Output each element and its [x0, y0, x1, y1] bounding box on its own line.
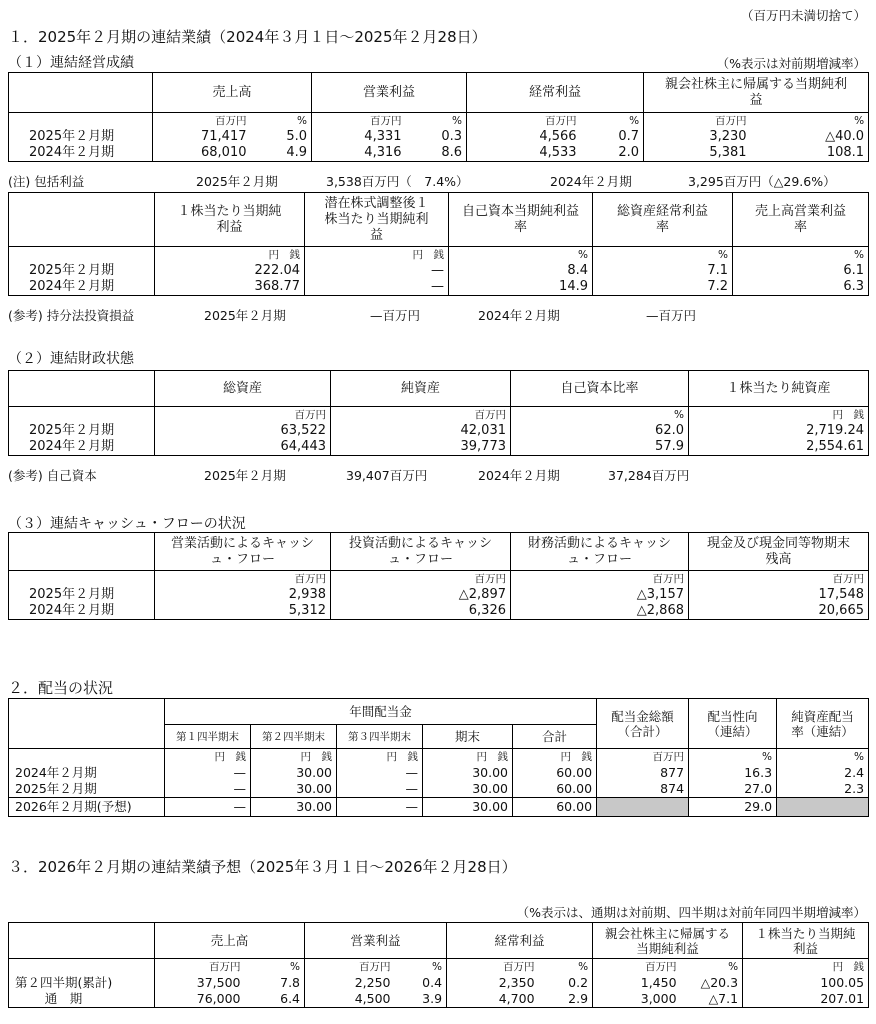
cell: 2.9 — [539, 991, 593, 1008]
header-annual-dividend: 年間配当金 — [165, 699, 597, 725]
cell: 6,326 — [331, 603, 511, 620]
header-payout-ratio: 配当性向（連結） — [689, 699, 777, 749]
cell: 60.00 — [513, 781, 597, 798]
cell: — — [337, 765, 423, 781]
cell: 60.00 — [513, 765, 597, 781]
cell: 64,443 — [155, 439, 331, 456]
table-row-forecast — [9, 798, 869, 817]
cell: 2.0 — [581, 145, 644, 162]
equity-method-period2: 2024年２月期 — [478, 308, 560, 323]
table-row — [9, 781, 869, 798]
section1-title: １．2025年２月期の連結業績（2024年３月１日～2025年２月28日） — [8, 28, 487, 46]
cell: 37,500 — [155, 975, 245, 991]
cell: 4,566 — [467, 129, 581, 145]
equity-ref-label: (参考) 自己資本 — [8, 468, 97, 483]
pct-note: （%表示は対前期増減率） — [716, 56, 866, 71]
unit: 百万円 — [597, 749, 689, 766]
header-financing-cf: 財務活動によるキャッシュ・フロー — [511, 533, 689, 571]
cell: — — [165, 798, 251, 817]
cell: 0.2 — [539, 975, 593, 991]
row-label: 2024年２月期 — [9, 439, 155, 456]
cell: 8.6 — [406, 145, 467, 162]
equity-ref-value2: 37,284百万円 — [608, 468, 690, 483]
section3-title: ３．2026年２月期の連結業績予想（2025年３月１日～2026年２月28日） — [8, 858, 517, 876]
header-investing-cf: 投資活動によるキャッシュ・フロー — [331, 533, 511, 571]
header-sales: 売上高 — [153, 73, 312, 113]
table-row — [9, 145, 869, 162]
unit: 円 銭 — [165, 749, 251, 766]
cell: 30.00 — [423, 765, 513, 781]
unit: % — [681, 959, 743, 976]
cell: 0.3 — [406, 129, 467, 145]
unit: 百万円 — [689, 571, 869, 588]
cell: 20,665 — [689, 603, 869, 620]
cell: 6.1 — [733, 263, 869, 279]
row-label: 2024年２月期 — [9, 603, 155, 620]
cell: 368.77 — [155, 279, 305, 296]
equity-method-label: (参考) 持分法投資損益 — [8, 308, 135, 323]
header-total-assets: 総資産 — [155, 371, 331, 407]
cell: 2.3 — [777, 781, 869, 798]
header-net-income: 親会社株主に帰属する当期純利益 — [644, 73, 869, 113]
header-net-assets: 純資産 — [331, 371, 511, 407]
unit: 百万円 — [155, 571, 331, 588]
cell: 0.4 — [395, 975, 447, 991]
cell: 57.9 — [511, 439, 689, 456]
cell: 2,350 — [447, 975, 539, 991]
unit: 百万円 — [305, 959, 395, 976]
cell: 3,000 — [593, 991, 681, 1008]
table-row — [9, 129, 869, 145]
unit: % — [449, 247, 593, 264]
cell: △2,897 — [331, 587, 511, 603]
row-label: 2026年２月期(予想) — [9, 798, 165, 817]
unit: 百万円 — [312, 113, 406, 130]
cell: 6.3 — [733, 279, 869, 296]
header-q2: 第２四半期末 — [251, 725, 337, 749]
row-label: 2025年２月期 — [9, 129, 153, 145]
cell: 27.0 — [689, 781, 777, 798]
cell: 1,450 — [593, 975, 681, 991]
unit-note: （百万円未満切捨て） — [740, 8, 866, 23]
unit: 百万円 — [593, 959, 681, 976]
unit: 円 銭 — [743, 959, 869, 976]
unit: 百万円 — [447, 959, 539, 976]
cell: △20.3 — [681, 975, 743, 991]
row-label: 2025年２月期 — [9, 781, 165, 798]
cell: 5.0 — [251, 129, 312, 145]
cell: 71,417 — [153, 129, 251, 145]
header-q3: 第３四半期末 — [337, 725, 423, 749]
sub1-title: （１）連結経営成績 — [8, 55, 134, 71]
header-year-end: 期末 — [423, 725, 513, 749]
equity-ref-period1: 2025年２月期 — [204, 468, 286, 483]
header-roa: 総資産経常利益率 — [593, 193, 733, 247]
cell: 6.4 — [245, 991, 305, 1008]
unit: 円 銭 — [337, 749, 423, 766]
equity-method-value2: —百万円 — [646, 308, 697, 323]
cell: 60.00 — [513, 798, 597, 817]
cell: 2.4 — [777, 765, 869, 781]
row-label: 2024年２月期 — [9, 765, 165, 781]
unit: 円 銭 — [305, 247, 449, 264]
row-label: 2025年２月期 — [9, 263, 155, 279]
unit: % — [581, 113, 644, 130]
table-row — [9, 603, 869, 620]
unit: 百万円 — [155, 407, 331, 424]
unit: % — [395, 959, 447, 976]
cell: 5,312 — [155, 603, 331, 620]
table-row — [9, 439, 869, 456]
header-operating-cf: 営業活動によるキャッシュ・フロー — [155, 533, 331, 571]
header-roe: 自己資本当期純利益率 — [449, 193, 593, 247]
cell-shaded — [777, 798, 869, 817]
header-q1: 第１四半期末 — [165, 725, 251, 749]
unit: % — [539, 959, 593, 976]
cell: 4.9 — [251, 145, 312, 162]
unit: % — [406, 113, 467, 130]
unit: % — [251, 113, 312, 130]
unit: % — [733, 247, 869, 264]
header-doe: 純資産配当率（連結） — [777, 699, 869, 749]
cell: 7.8 — [245, 975, 305, 991]
table-row — [9, 423, 869, 439]
cell: 2,250 — [305, 975, 395, 991]
header-operating-income: 営業利益 — [312, 73, 467, 113]
unit: % — [245, 959, 305, 976]
per-share-table — [8, 192, 869, 296]
row-label: 第２四半期(累計) — [9, 975, 155, 991]
unit: 円 銭 — [513, 749, 597, 766]
header-diluted-eps: 潜在株式調整後１株当たり当期純利益 — [305, 193, 449, 247]
cell: 8.4 — [449, 263, 593, 279]
header-net-income: 親会社株主に帰属する当期純利益 — [593, 923, 743, 959]
comprehensive-income-period1: 2025年２月期 — [196, 174, 278, 189]
equity-ref-period2: 2024年２月期 — [478, 468, 560, 483]
cell: — — [305, 279, 449, 296]
cell: — — [305, 263, 449, 279]
dividends-table — [8, 698, 869, 817]
header-eps: １株当たり当期純利益 — [743, 923, 869, 959]
cell: 76,000 — [155, 991, 245, 1008]
unit: 百万円 — [331, 571, 511, 588]
cell: — — [165, 781, 251, 798]
cell: 30.00 — [251, 798, 337, 817]
section2-title: ２．配当の状況 — [8, 679, 114, 697]
cell: 7.1 — [593, 263, 733, 279]
row-label: 2024年２月期 — [9, 145, 153, 162]
unit: 百万円 — [644, 113, 751, 130]
cell: — — [165, 765, 251, 781]
unit: 百万円 — [467, 113, 581, 130]
cell: 68,010 — [153, 145, 251, 162]
equity-method-value1: —百万円 — [370, 308, 421, 323]
header-cash-end: 現金及び現金同等物期末残高 — [689, 533, 869, 571]
unit: 百万円 — [331, 407, 511, 424]
cell: 16.3 — [689, 765, 777, 781]
sub2-title: （２）連結財政状態 — [8, 351, 134, 367]
header-equity-ratio: 自己資本比率 — [511, 371, 689, 407]
cell: 7.2 — [593, 279, 733, 296]
table-row — [9, 765, 869, 781]
header-bps: １株当たり純資産 — [689, 371, 869, 407]
cell: 2,554.61 — [689, 439, 869, 456]
row-label: 2025年２月期 — [9, 423, 155, 439]
cell: 3.9 — [395, 991, 447, 1008]
comprehensive-income-value2: 3,295百万円（△29.6%） — [688, 174, 836, 189]
cell: 14.9 — [449, 279, 593, 296]
cell: 39,773 — [331, 439, 511, 456]
cell: 30.00 — [251, 765, 337, 781]
cell: 3,230 — [644, 129, 751, 145]
row-label: 通 期 — [9, 991, 155, 1008]
header-sales: 売上高 — [155, 923, 305, 959]
cell: 0.7 — [581, 129, 644, 145]
header-ordinary-income: 経常利益 — [447, 923, 593, 959]
unit: % — [593, 247, 733, 264]
unit: % — [511, 407, 689, 424]
header-eps: １株当たり当期純利益 — [155, 193, 305, 247]
cell: 29.0 — [689, 798, 777, 817]
forecast-pct-note: （%表示は、通期は対前期、四半期は対前年同四半期増減率） — [516, 905, 866, 920]
cell: 62.0 — [511, 423, 689, 439]
comprehensive-income-label: (注) 包括利益 — [8, 174, 85, 189]
unit: % — [689, 749, 777, 766]
comprehensive-income-value1: 3,538百万円（ 7.4%） — [326, 174, 469, 189]
equity-ref-value1: 39,407百万円 — [346, 468, 428, 483]
table-row — [9, 263, 869, 279]
unit: 百万円 — [153, 113, 251, 130]
cell: 4,500 — [305, 991, 395, 1008]
unit: % — [777, 749, 869, 766]
cell: 100.05 — [743, 975, 869, 991]
cell: 2,719.24 — [689, 423, 869, 439]
financial-position-table — [8, 370, 869, 456]
unit: 円 銭 — [155, 247, 305, 264]
table-row — [9, 587, 869, 603]
sub3-title: （３）連結キャッシュ・フローの状況 — [8, 516, 246, 532]
table-row — [9, 975, 869, 991]
cell: 108.1 — [751, 145, 869, 162]
header-ordinary-income: 経常利益 — [467, 73, 644, 113]
cell: 17,548 — [689, 587, 869, 603]
forecast-table — [8, 922, 869, 1008]
comprehensive-income-period2: 2024年２月期 — [550, 174, 632, 189]
row-label: 2025年２月期 — [9, 587, 155, 603]
cell: 207.01 — [743, 991, 869, 1008]
cell: △3,157 — [511, 587, 689, 603]
row-label: 2024年２月期 — [9, 279, 155, 296]
cell: — — [337, 781, 423, 798]
unit: 円 銭 — [689, 407, 869, 424]
cell: 30.00 — [251, 781, 337, 798]
cell: 2,938 — [155, 587, 331, 603]
cell: 30.00 — [423, 781, 513, 798]
header-operating-margin: 売上高営業利益率 — [733, 193, 869, 247]
operating-results-table — [8, 72, 869, 162]
equity-method-period1: 2025年２月期 — [204, 308, 286, 323]
cell-shaded — [597, 798, 689, 817]
cell: 5,381 — [644, 145, 751, 162]
cell: 4,316 — [312, 145, 406, 162]
cell: 30.00 — [423, 798, 513, 817]
cell: — — [337, 798, 423, 817]
cash-flow-table — [8, 532, 869, 620]
unit: 円 銭 — [251, 749, 337, 766]
table-row — [9, 991, 869, 1008]
table-row — [9, 279, 869, 296]
cell: 4,331 — [312, 129, 406, 145]
cell: 63,522 — [155, 423, 331, 439]
cell: 877 — [597, 765, 689, 781]
cell: 42,031 — [331, 423, 511, 439]
cell: 4,700 — [447, 991, 539, 1008]
header-total-dividend: 配当金総額（合計） — [597, 699, 689, 749]
unit: % — [751, 113, 869, 130]
cell: 874 — [597, 781, 689, 798]
cell: 222.04 — [155, 263, 305, 279]
cell: 4,533 — [467, 145, 581, 162]
cell: △2,868 — [511, 603, 689, 620]
cell: △40.0 — [751, 129, 869, 145]
unit: 百万円 — [511, 571, 689, 588]
header-operating-income: 営業利益 — [305, 923, 447, 959]
unit: 円 銭 — [423, 749, 513, 766]
unit: 百万円 — [155, 959, 245, 976]
cell: △7.1 — [681, 991, 743, 1008]
header-total: 合計 — [513, 725, 597, 749]
